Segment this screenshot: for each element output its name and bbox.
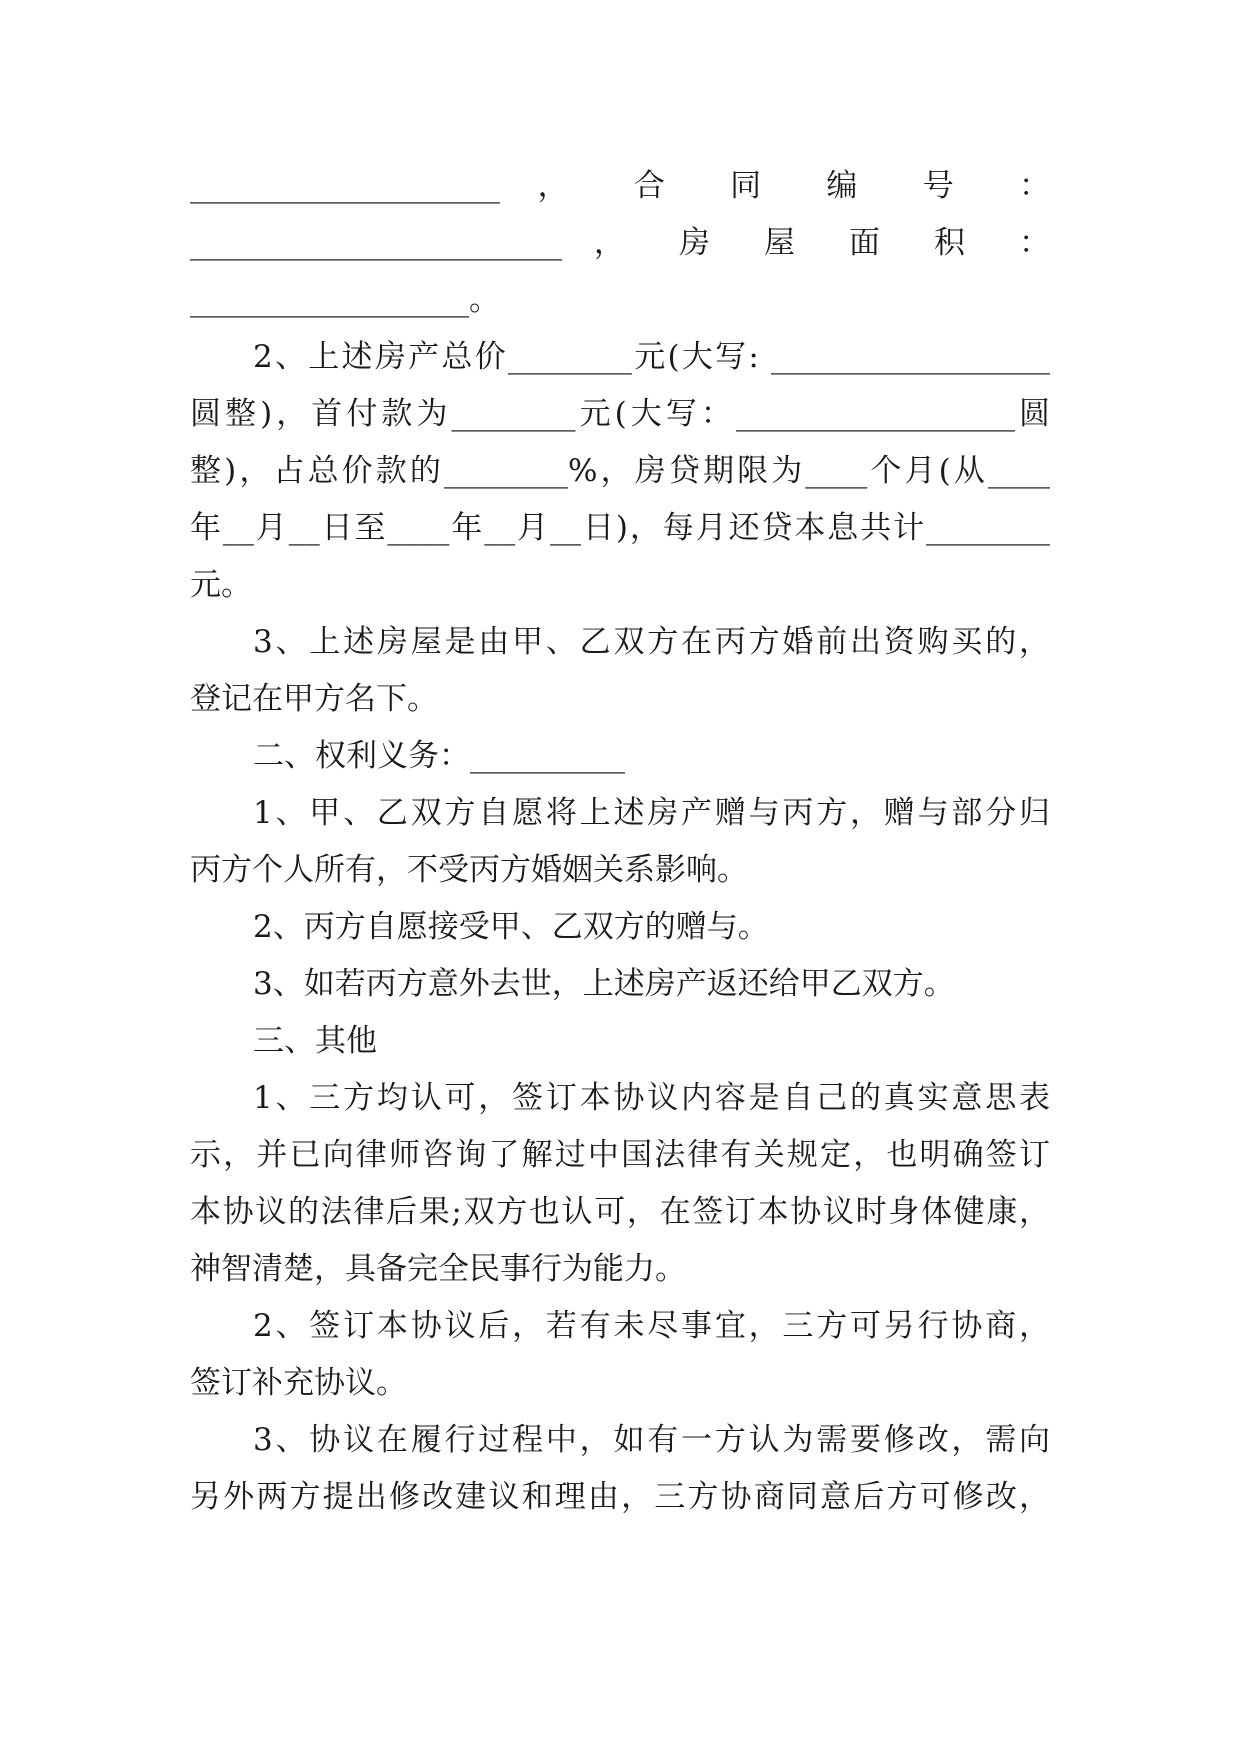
paragraph-return-property: 3、如若丙方意外去世，上述房产返还给甲乙双方。 [253,966,955,1002]
line-house-area: ________________________ ， 房 屋 面 积 ： [190,225,1050,261]
section-heading-other: 三、其他 [253,1023,377,1059]
paragraph-total-price-line-3: 整)，占总价款的________%，房贷期限为____个月(从____ [190,453,1050,489]
paragraph-gift-line-2: 丙方个人所有，不受丙方婚姻关系影响。 [190,852,748,888]
paragraph-acknowledge-line-1: 1、三方均认可，签订本协议内容是自己的真实意思表 [253,1080,1050,1116]
paragraph-acknowledge-line-4: 神智清楚，具备完全民事行为能力。 [190,1251,686,1287]
paragraph-modify-line-1: 3、协议在履行过程中，如有一方认为需要修改，需向 [253,1422,1050,1458]
paragraph-purchase-line-2: 登记在甲方名下。 [190,681,438,717]
paragraph-acknowledge-line-3: 本协议的法律后果;双方也认可，在签订本协议时身体健康， [190,1194,1050,1230]
paragraph-total-price-line-1: 2、上述房产总价________元(大写: __________________ [253,339,1050,375]
paragraph-supplement-line-2: 签订补充协议。 [190,1365,407,1401]
paragraph-total-price-line-2: 圆整)，首付款为________元(大写：__________________圆 [190,396,1050,432]
paragraph-supplement-line-1: 2、签订本协议后，若有未尽事宜，三方可另行协商， [253,1308,1050,1344]
paragraph-gift-line-1: 1、甲、乙双方自愿将上述房产赠与丙方，赠与部分归 [253,795,1050,831]
paragraph-acknowledge-line-2: 示，并已向律师咨询了解过中国法律有关规定，也明确签订 [190,1137,1050,1173]
paragraph-accept-gift: 2、丙方自愿接受甲、乙双方的赠与。 [253,909,769,945]
section-heading-rights: 二、权利义务：__________ [253,738,625,774]
paragraph-modify-line-2: 另外两方提出修改建议和理由，三方协商同意后方可修改， [190,1479,1050,1515]
paragraph-total-price-line-5: 元。 [190,567,252,603]
paragraph-purchase-line-1: 3、上述房屋是由甲、乙双方在丙方婚前出资购买的， [253,624,1050,660]
paragraph-total-price-line-4: 年__月__日至____年__月__日)，每月还贷本息共计________ [190,510,1050,546]
line-contract-number: ____________________ ， 合 同 编 号 ： [190,168,1050,204]
line-blank-end: __________________。 [190,282,500,318]
